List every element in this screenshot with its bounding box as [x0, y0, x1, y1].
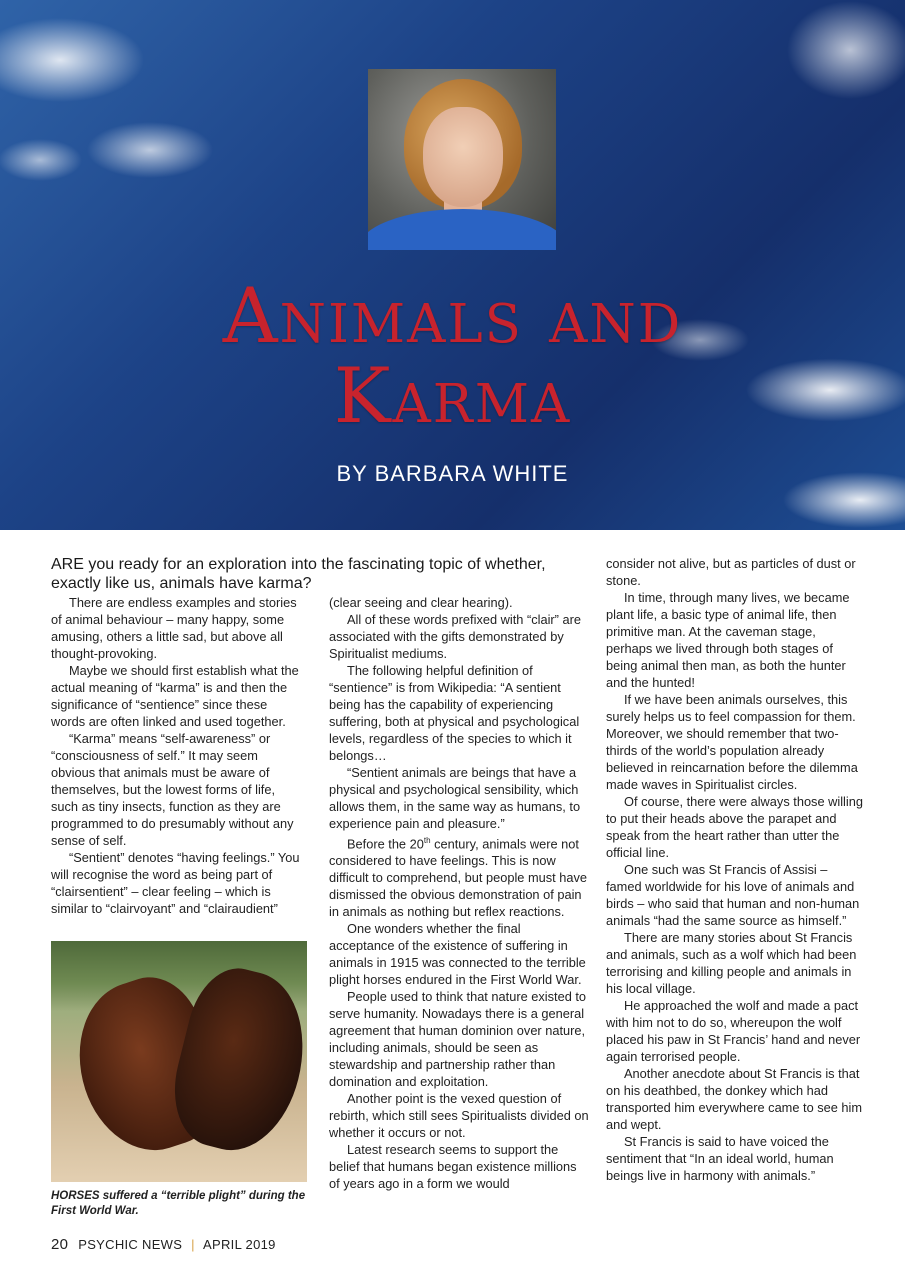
paragraph: The following helpful definition of “sentience” is from Wikipedia: “A sentient being has the capability of experiencing suffering, both at physical and psychological levels, regardless of the species to which it belongs… [329, 663, 580, 763]
paragraph: Maybe we should first establish what the actual meaning of “karma” is and then the significance of “sentience” since these words are often linked and used together. [51, 663, 299, 729]
article-title [0, 271, 905, 440]
author-portrait [368, 69, 556, 250]
byline: BY BARBARA WHITE [336, 461, 569, 486]
paragraph: Another anecdote about St Francis is that on his deathbed, the donkey which had transported him everywhere came to see him and wept. [606, 1066, 863, 1132]
title-line-2: Karma [333, 351, 572, 440]
paragraph: If we have been animals ourselves, this surely helps us to feel compassion for them. Moreover, we should remember that two-thirds of the world’s population already believed in reincarnation before the dilemma made waves in Spiritualist circles. [606, 692, 858, 792]
paragraph: People used to think that nature existed to serve humanity. Nowadays there is a general agreement that human dominion over nature, including animals, should be seen as stewardship and partnership rather than domination and exploitation. [329, 989, 587, 1090]
issue-date: APRIL 2019 [203, 1237, 276, 1252]
column-1 [51, 594, 303, 917]
page-number: 20 [51, 1236, 69, 1253]
paragraph [329, 832, 589, 920]
paragraph: All of these words prefixed with “clair” are associated with the gifts demonstrated by Spiritualist mediums. [329, 612, 581, 661]
paragraph: One such was St Francis of Assisi – famed worldwide for his love of animals and birds – who said that human and non-human animals “had the same source as himself.” [606, 862, 860, 928]
portrait-dress [368, 209, 556, 250]
paragraph: “Karma” means “self-awareness” or “consciousness of self.” It may seem obvious that animals must be aware of themselves, but the lowest forms of life, such as tiny insects, function as they are programmed to do presumably without any sense of self. [51, 731, 294, 848]
paragraph-text: Before the 20 [347, 836, 424, 852]
horses-photo [51, 941, 307, 1182]
title-line-1: Animals and [222, 271, 683, 360]
footer-separator: | [191, 1237, 195, 1252]
paragraph: He approached the wolf and made a pact with him not to do so, whereupon the wolf placed his paw in St Francis’ hand and never again terrorised people. [606, 998, 861, 1064]
paragraph: There are endless examples and stories of animal behaviour – many happy, some amusing, others a little sad, but above all thought-provoking. [51, 595, 297, 661]
page-footer [51, 1236, 276, 1253]
paragraph-text: century, animals were not considered to have feelings. This is now difficult to comprehend, but people must have dismissed the obvious demonstration of pain in animals as nothing but reflex reactions. [329, 836, 587, 920]
photo-caption: HORSES suffered a “terrible plight” during the First World War. [51, 1190, 306, 1217]
superscript: th [423, 836, 431, 845]
column-2 [329, 594, 589, 1192]
paragraph: One wonders whether the final acceptance of the existence of suffering in animals in 1915 was connected to the terrible plight horses endured in the First World War. [329, 921, 586, 988]
paragraph: Of course, there were always those willing to put their heads above the parapet and speak from the heart rather than utter the official line. [606, 794, 863, 860]
publication-name: PSYCHIC NEWS [78, 1237, 183, 1252]
column-3 [606, 555, 864, 1184]
paragraph: “Sentient” denotes “having feelings.” You will recognise the word as being part of “clairsentient” – clear feeling – which is similar to “clairvoyant” and “clairaudient” [51, 850, 300, 916]
paragraph: St Francis is said to have voiced the sentiment that “In an ideal world, human beings live in harmony with animals.” [606, 1134, 834, 1183]
paragraph-continued: (clear seeing and clear hearing). [329, 595, 513, 610]
lead-paragraph: ARE you ready for an exploration into the fascinating topic of whether, exactly like us, animals have karma? [51, 556, 546, 592]
hero-banner [0, 0, 905, 530]
paragraph: “Sentient animals are beings that have a physical and psychological sensibility, which allows them, in the same way as humans, to experience pain and pleasure.” [329, 765, 581, 831]
paragraph: In time, through many lives, we became plant life, a basic type of animal life, then primitive man. At the caveman stage, perhaps we lived through both stages of being animal then man, as both the hunter and the hunted! [606, 590, 850, 690]
portrait-face [423, 107, 503, 207]
paragraph: Another point is the vexed question of rebirth, which still sees Spiritualists divided on whether it occurs or not. [329, 1091, 589, 1141]
paragraph: There are many stories about St Francis and animals, such as a wolf which had been terrorising and killing people and animals in his local village. [606, 930, 857, 996]
paragraph-continued: consider not alive, but as particles of dust or stone. [606, 556, 856, 588]
paragraph: Latest research seems to support the belief that humans began existence millions of years ago in a form we would [329, 1142, 577, 1192]
